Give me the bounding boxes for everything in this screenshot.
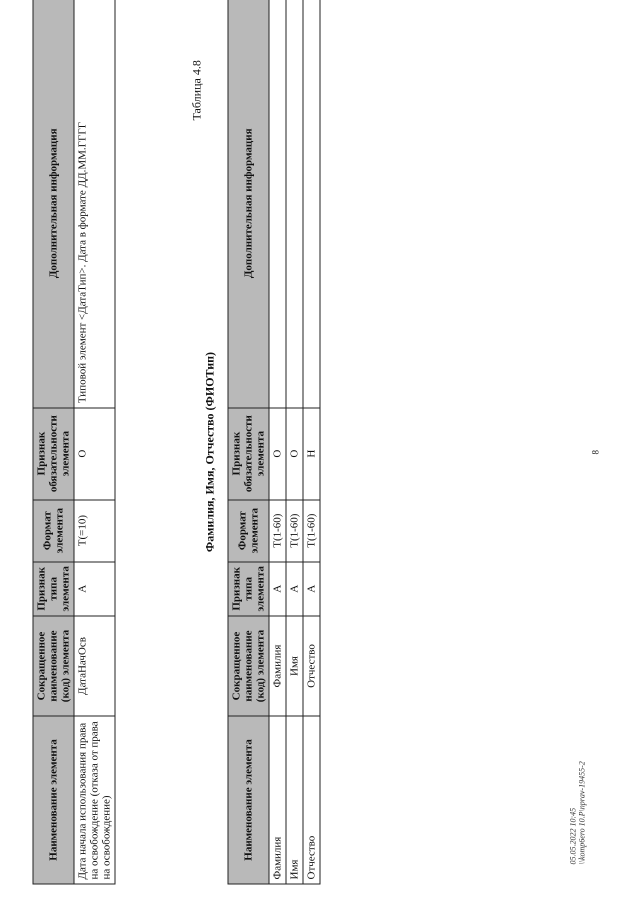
table-cell: О xyxy=(74,408,115,500)
table-cell xyxy=(303,0,320,408)
table-number: Таблица 4.8 xyxy=(189,60,203,121)
table-row xyxy=(269,0,286,884)
table-cell xyxy=(286,0,303,408)
table-cell: А xyxy=(303,562,320,616)
table-row xyxy=(286,0,303,884)
table-cell: T(1-60) xyxy=(286,500,303,562)
table-header-row xyxy=(33,0,74,884)
table-cell: Дата начала использования права на освобождение (отказа от права на освобождение) xyxy=(74,716,115,884)
element-table-1 xyxy=(32,0,115,885)
table-cell: Имя xyxy=(286,616,303,716)
stamp-date: 05.05.2022 10:45 xyxy=(568,807,577,865)
stamp-path: \\komp6ero 10.P\nprav-19455-2 xyxy=(577,761,586,865)
header-cell: Признак типа элемента xyxy=(228,562,269,616)
table-cell: Отчество xyxy=(303,616,320,716)
header-cell: Признак типа элемента xyxy=(33,562,74,616)
header-cell: Сокращенное наименование (код) элемента xyxy=(228,616,269,716)
header-cell: Наименование элемента xyxy=(228,716,269,884)
header-cell: Дополнительная информация xyxy=(33,0,74,408)
table-cell: А xyxy=(269,562,286,616)
table-row xyxy=(74,0,115,884)
print-stamp xyxy=(568,761,586,864)
table-header-row xyxy=(228,0,269,884)
table-row xyxy=(303,0,320,884)
element-table-2 xyxy=(227,0,320,885)
table-cell: О xyxy=(286,408,303,500)
header-cell: Признак обязательности элемента xyxy=(33,408,74,500)
header-cell: Дополнительная информация xyxy=(228,0,269,408)
table-cell: T(1-60) xyxy=(269,500,286,562)
table-cell xyxy=(269,0,286,408)
table-cell: Типовой элемент <ДатаТип>. Дата в формате ДД.ММ.ГГГГ xyxy=(74,0,115,408)
table-cell: Отчество xyxy=(303,716,320,884)
table-cell: T(=10) xyxy=(74,500,115,562)
page-number: 8 xyxy=(590,450,600,455)
table-cell: Фамилия xyxy=(269,616,286,716)
table-caption: Фамилия, Имя, Отчество (ФИОТип) xyxy=(202,351,216,553)
header-cell: Формат элемента xyxy=(228,500,269,562)
header-cell: Признак обязательности элемента xyxy=(228,408,269,500)
table-cell: А xyxy=(286,562,303,616)
table-cell: А xyxy=(74,562,115,616)
table-cell: T(1-60) xyxy=(303,500,320,562)
header-cell: Наименование элемента xyxy=(33,716,74,884)
table-cell: Н xyxy=(303,408,320,500)
table-cell: ДатаНачОсв xyxy=(74,616,115,716)
header-cell: Сокращенное наименование (код) элемента xyxy=(33,616,74,716)
table-cell: Фамилия xyxy=(269,716,286,884)
table-cell: О xyxy=(269,408,286,500)
header-cell: Формат элемента xyxy=(33,500,74,562)
table-cell: Имя xyxy=(286,716,303,884)
